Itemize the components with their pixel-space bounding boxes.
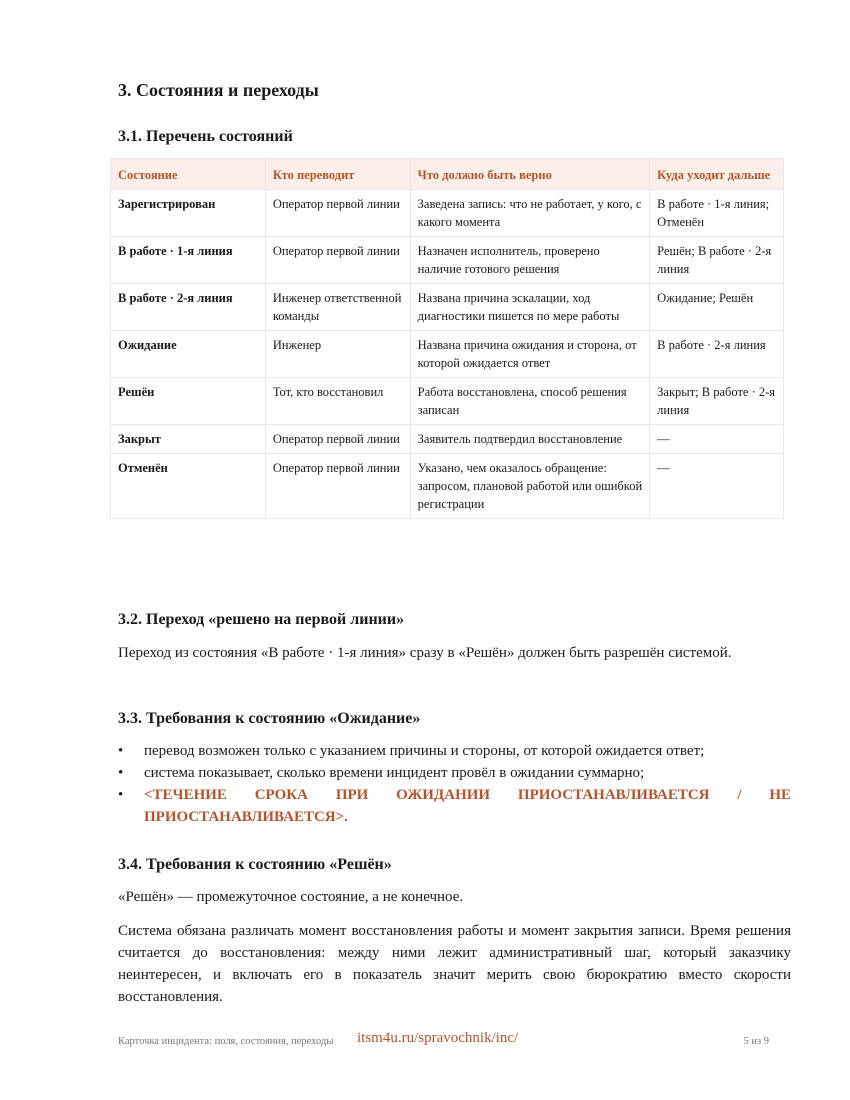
table-row [111,378,784,425]
next-states: В работе · 2-я линия [650,331,784,378]
table-row [111,190,784,237]
column-header: Состояние [111,159,266,190]
list-item-text: система показывает, сколько времени инцидент провёл в ожидании суммарно; [144,765,645,781]
waiting-requirements-list [118,740,791,828]
footer-doc-title: Карточка инцидента: поля, состояния, переходы [118,1036,334,1047]
condition: Работа восстановлена, способ решения записан [410,378,650,425]
list-item [118,762,791,784]
table-row [111,425,784,454]
bullet-icon: • [118,787,124,803]
table-header-row [111,159,784,190]
resolved-paragraph-1: «Решён» — промежуточное состояние, а не конечное. [118,889,464,905]
who-transitions: Оператор первой линии [265,237,410,284]
state-name: В работе · 1-я линия [111,237,266,284]
who-transitions: Оператор первой линии [265,190,410,237]
condition: Названа причина ожидания и сторона, от которой ожидается ответ [410,331,650,378]
condition: Названа причина эскалации, ход диагностики пишется по мере работы [410,284,650,331]
list-item [118,784,791,828]
state-name: Отменён [111,454,266,519]
transition-paragraph: Переход из состояния «В работе · 1-я линия» сразу в «Решён» должен быть разрешён системой. [118,645,732,661]
table-row [111,284,784,331]
who-transitions: Оператор первой линии [265,425,410,454]
bullet-icon: • [118,743,124,759]
table-row [111,237,784,284]
column-header: Что должно быть верно [410,159,650,190]
placeholder-line-2: ПРИОСТАНАВЛИВАЕТСЯ> [144,809,345,825]
condition: Назначен исполнитель, проверено наличие готового решения [410,237,650,284]
footer-link[interactable]: itsm4u.ru/spravochnik/inc/ [357,1030,519,1046]
subsection-3-4-title: 3.4. Требования к состоянию «Решён» [118,856,392,873]
column-header: Кто переводит [265,159,410,190]
state-name: Ожидание [111,331,266,378]
placeholder-period: . [344,809,348,825]
state-name: Зарегистрирован [111,190,266,237]
next-states: В работе · 1-я линия; Отменён [650,190,784,237]
list-item [118,740,791,762]
resolved-paragraph-2: Система обязана различать момент восстановления работы и момент закрытия записи. Время решения считается до восстановления: между ними лежит административный шаг, который заказчику неинтересен, и включать его в показатель значит мерить свою бюрократию вместо скорости восстановления. [118,923,791,1005]
condition: Заведена запись: что не работает, у кого, с какого момента [410,190,650,237]
placeholder-line-1: <ТЕЧЕНИЕ СРОКА ПРИ ОЖИДАНИИ ПРИОСТАНАВЛИВАЕТСЯ / НЕ [144,787,791,803]
table-row [111,454,784,519]
list-item-text: перевод возможен только с указанием причины и стороны, от которой ожидается ответ; [144,743,705,759]
subsection-3-1-title: 3.1. Перечень состояний [118,128,293,145]
state-name: Решён [111,378,266,425]
who-transitions: Оператор первой линии [265,454,410,519]
who-transitions: Инженер ответственной команды [265,284,410,331]
table-row [111,331,784,378]
next-states: — [650,454,784,519]
column-header: Куда уходит дальше [650,159,784,190]
states-table [110,158,784,519]
who-transitions: Инженер [265,331,410,378]
subsection-3-3-title: 3.3. Требования к состоянию «Ожидание» [118,710,421,727]
state-name: В работе · 2-я линия [111,284,266,331]
next-states: — [650,425,784,454]
next-states: Решён; В работе · 2-я линия [650,237,784,284]
next-states: Закрыт; В работе · 2-я линия [650,378,784,425]
who-transitions: Тот, кто восстановил [265,378,410,425]
state-name: Закрыт [111,425,266,454]
page-number: 5 из 9 [743,1036,769,1047]
condition: Заявитель подтвердил восстановление [410,425,650,454]
condition: Указано, чем оказалось обращение: запросом, плановой работой или ошибкой регистрации [410,454,650,519]
next-states: Ожидание; Решён [650,284,784,331]
subsection-3-2-title: 3.2. Переход «решено на первой линии» [118,611,405,628]
section-title: 3. Состояния и переходы [118,80,319,100]
bullet-icon: • [118,765,124,781]
